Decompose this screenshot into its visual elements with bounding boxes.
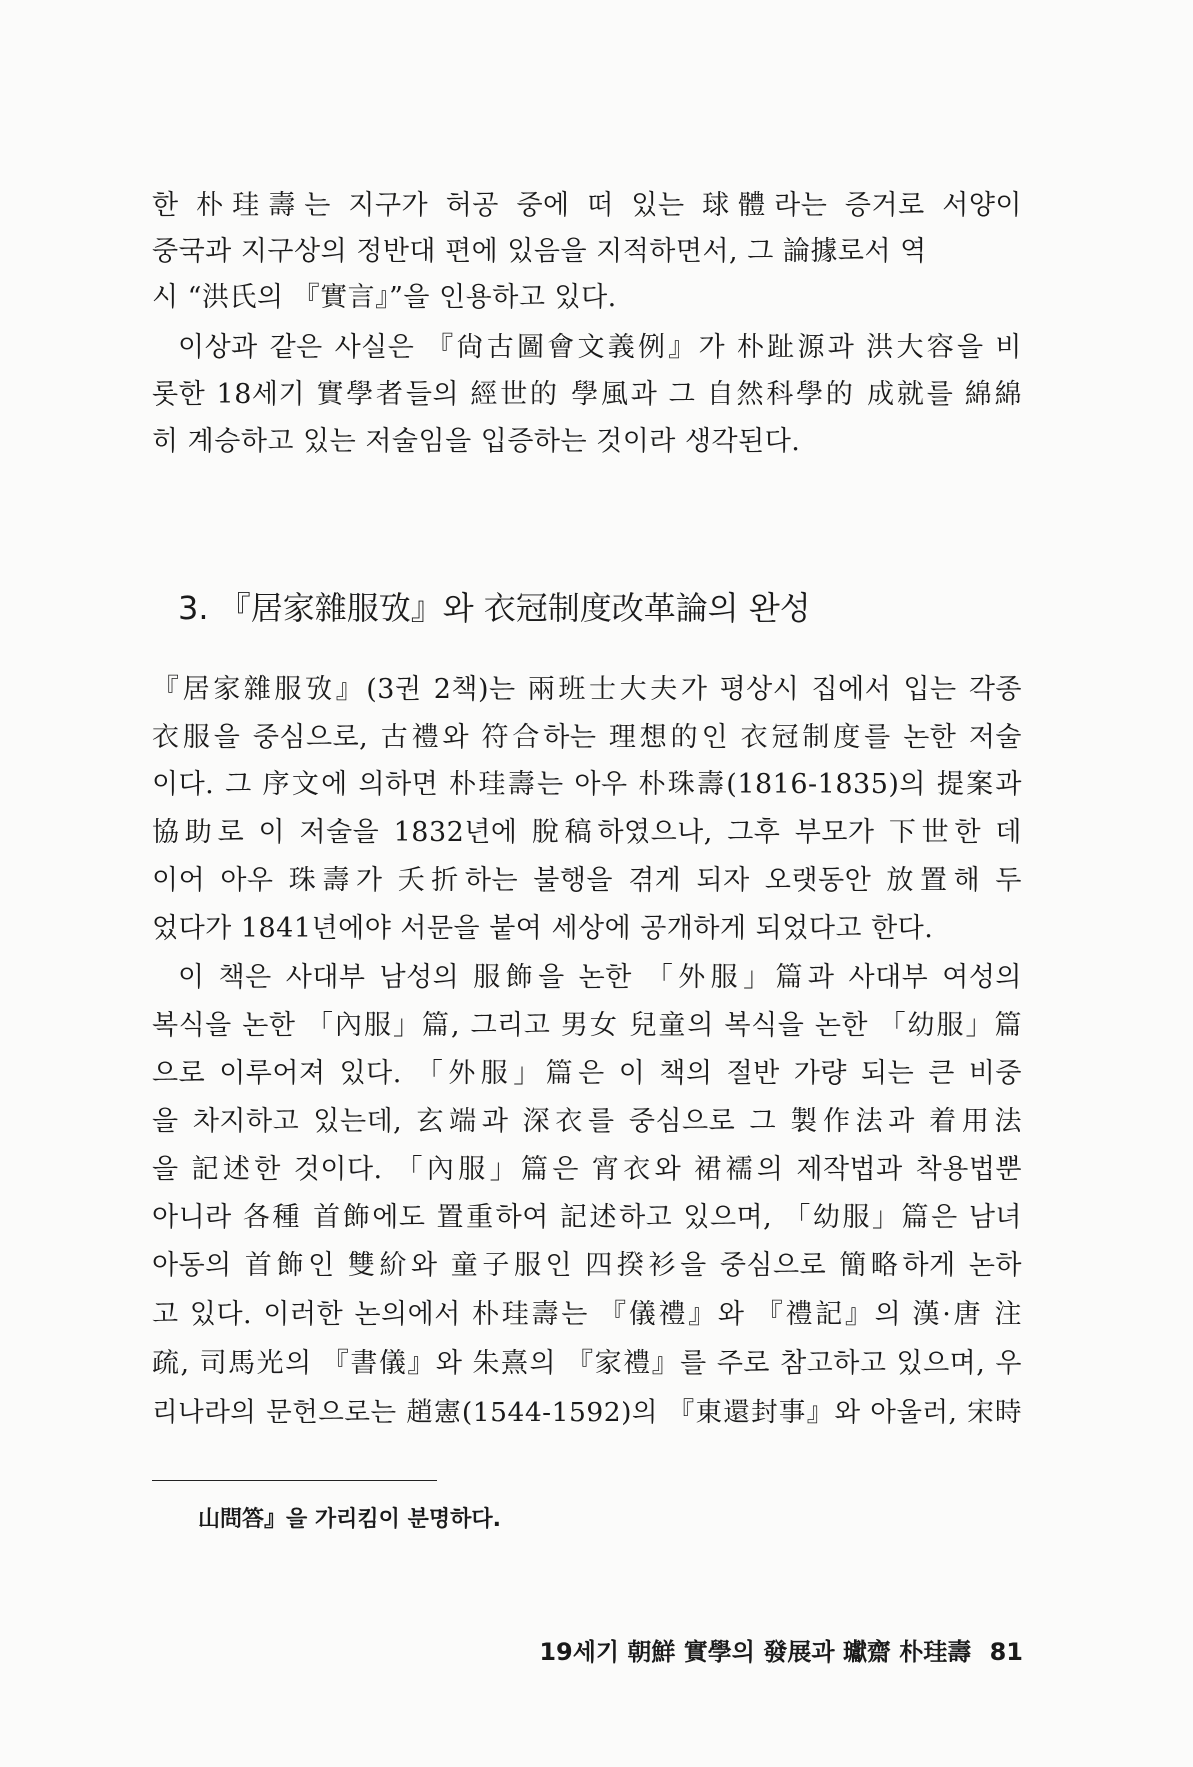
text-line: 이다. 그 序文에 의하면 朴珪壽는 아우 朴珠壽(1816-1835)의 提案과 <box>152 769 1022 800</box>
text-line: 아니라 各種 首飾에도 置重하여 記述하고 있으며, 「幼服」篇은 남녀 <box>152 1202 1022 1233</box>
footnote-rule <box>152 1480 437 1481</box>
text-line: 이어 아우 珠壽가 夭折하는 불행을 겪게 되자 오랫동안 放置해 두 <box>152 865 1022 896</box>
text-line: 롯한 18세기 實學者들의 經世的 學風과 그 自然科學的 成就를 綿綿 <box>152 379 1022 410</box>
text-line: 시 “洪氏의 『實言』”을 인용하고 있다. <box>152 282 617 313</box>
text-line: 이 책은 사대부 남성의 服飾을 논한 「外服」篇과 사대부 여성의 <box>178 962 1022 993</box>
text-line: 『居家雜服攷』(3권 2책)는 兩班士大夫가 평상시 집에서 입는 각종 <box>152 674 1022 705</box>
text-line: 고 있다. 이러한 논의에서 朴珪壽는 『儀禮』와 『禮記』의 漢·唐 注 <box>152 1299 1022 1330</box>
text-line: 리나라의 문헌으로는 趙憲(1544-1592)의 『東還封事』와 아울러, 宋時 <box>152 1397 1022 1428</box>
text-line: 었다가 1841년에야 서문을 붙여 세상에 공개하게 되었다고 한다. <box>152 913 934 944</box>
text-line: 한 朴珪壽는 지구가 허공 중에 떠 있는 球體라는 증거로 서양이 <box>152 190 1022 221</box>
running-footer <box>533 1636 1023 1668</box>
text-line: 協助로 이 저술을 1832년에 脫稿하였으나, 그후 부모가 下世한 데 <box>152 817 1022 848</box>
text-line: 疏, 司馬光의 『書儀』와 朱熹의 『家禮』를 주로 참고하고 있으며, 우 <box>152 1348 1022 1379</box>
text-line: 복식을 논한 「內服」篇, 그리고 男女 兒童의 복식을 논한 「幼服」篇 <box>152 1010 1022 1041</box>
section-heading: 3. 『居家雜服攷』와 衣冠制度改革論의 완성 <box>178 589 811 627</box>
text-line: 으로 이루어져 있다. 「外服」篇은 이 책의 절반 가량 되는 큰 비중 <box>152 1058 1022 1089</box>
text-line: 히 계승하고 있는 저술임을 입증하는 것이라 생각된다. <box>152 426 801 457</box>
text-line: 이상과 같은 사실은 『尙古圖會文義例』가 朴趾源과 洪大容을 비 <box>178 332 1022 363</box>
text-line: 衣服을 중심으로, 古禮와 符合하는 理想的인 衣冠制度를 논한 저술 <box>152 722 1022 753</box>
page-number: 81 <box>989 1638 1023 1666</box>
text-line: 아동의 首飾인 雙紒와 童子服인 四揆衫을 중심으로 簡略하게 논하 <box>152 1250 1022 1281</box>
text-line: 을 차지하고 있는데, 玄端과 深衣를 중심으로 그 製作法과 着用法 <box>152 1106 1022 1137</box>
text-line: 을 記述한 것이다. 「內服」篇은 宵衣와 裙襦의 제작법과 착용법뿐 <box>152 1154 1022 1185</box>
text-line: 중국과 지구상의 정반대 편에 있음을 지적하면서, 그 論據로서 역 <box>152 236 927 267</box>
footnote-text: 山問答』을 가리킴이 분명하다. <box>198 1507 501 1532</box>
running-title: 19세기 朝鮮 實學의 發展과 瓛齋 朴珪壽 <box>539 1638 972 1666</box>
